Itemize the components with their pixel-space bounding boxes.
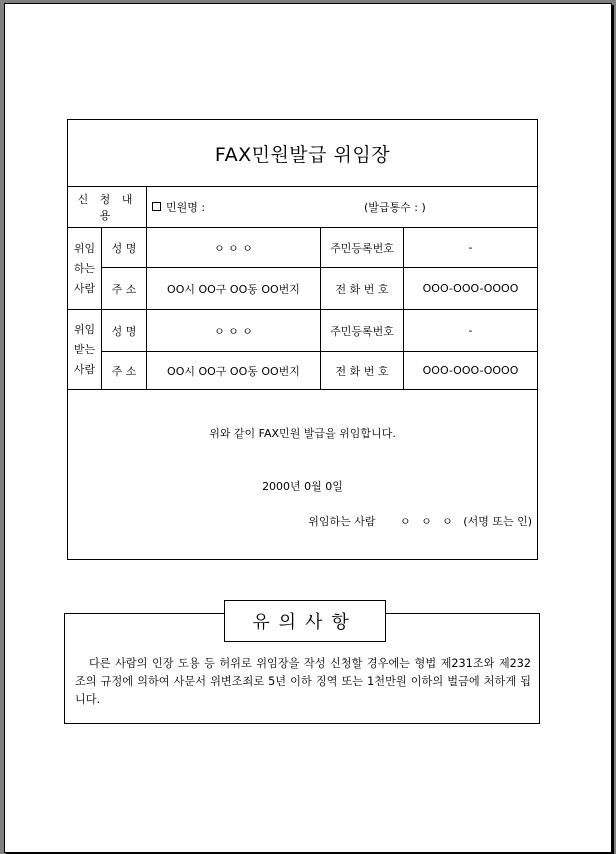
delegatee-phone-label: 전 화 번 호 <box>335 364 389 378</box>
document-name-field[interactable] <box>152 186 312 227</box>
group-label-line: 사람 <box>73 362 96 376</box>
date-line: 2000년 0월 0일 <box>262 480 343 493</box>
delegator-name-label: 성 명 <box>111 241 137 255</box>
delegator-name-value[interactable]: ㅇ ㅇ ㅇ <box>214 241 253 255</box>
group-label-line: 위임 <box>73 242 96 255</box>
delegator-rrn-value[interactable]: - <box>468 241 473 254</box>
col-divider <box>146 186 147 228</box>
issue-count-label: (발급통수 : ) <box>364 200 426 214</box>
delegator-address-value[interactable]: OO시 OO구 OO동 OO번지 <box>167 282 300 296</box>
delegatee-rrn-label: 주민등록번호 <box>330 324 394 338</box>
delegator-rrn-label: 주민등록번호 <box>330 241 394 255</box>
group-label-line: 위임 <box>73 322 96 336</box>
group-label-line: 사람 <box>73 282 96 295</box>
notice-body: 다른 사람의 인장 도용 등 허위로 위임장을 작성 신청할 경우에는 형법 제231조와 제232조의 규정에 의하여 사문서 위변조죄로 5년 이하 징역 또는 1천만원 이하의 벌금에 처하게 됩니다. <box>75 657 531 706</box>
delegatee-address-label: 주 소 <box>111 364 137 378</box>
delegator-phone-label: 전 화 번 호 <box>335 282 389 296</box>
checkbox-icon[interactable] <box>152 202 161 211</box>
document-name-label: 민원명 : <box>166 200 206 214</box>
group-label-line: 받는 <box>73 342 96 356</box>
delegatee-group-label <box>68 310 101 389</box>
delegatee-phone-value[interactable]: OOO-OOO-OOOO <box>422 364 519 377</box>
notice-title: 유의사항 <box>224 600 386 642</box>
delegator-group-label <box>68 228 101 310</box>
delegator-address-label: 주 소 <box>111 282 137 296</box>
delegator-phone-value[interactable]: OOO-OOO-OOOO <box>422 282 519 295</box>
group-label-line: 하는 <box>73 262 96 275</box>
request-label: 신 청 내 용 <box>77 192 137 222</box>
delegation-form <box>67 119 538 560</box>
delegatee-name-value[interactable]: ㅇ ㅇ ㅇ <box>214 324 253 338</box>
form-title: FAX민원발급 위임장 <box>68 120 537 187</box>
row-divider <box>68 389 537 390</box>
signer-line: 위임하는 사람 ㅇ ㅇ ㅇ (서명 또는 인) <box>308 515 532 528</box>
delegatee-address-value[interactable]: OO시 OO구 OO동 OO번지 <box>167 364 300 378</box>
delegatee-name-label: 성 명 <box>111 324 137 338</box>
delegatee-rrn-value[interactable]: - <box>468 324 473 337</box>
delegation-statement: 위와 같이 FAX민원 발급을 위임합니다. <box>209 427 396 440</box>
